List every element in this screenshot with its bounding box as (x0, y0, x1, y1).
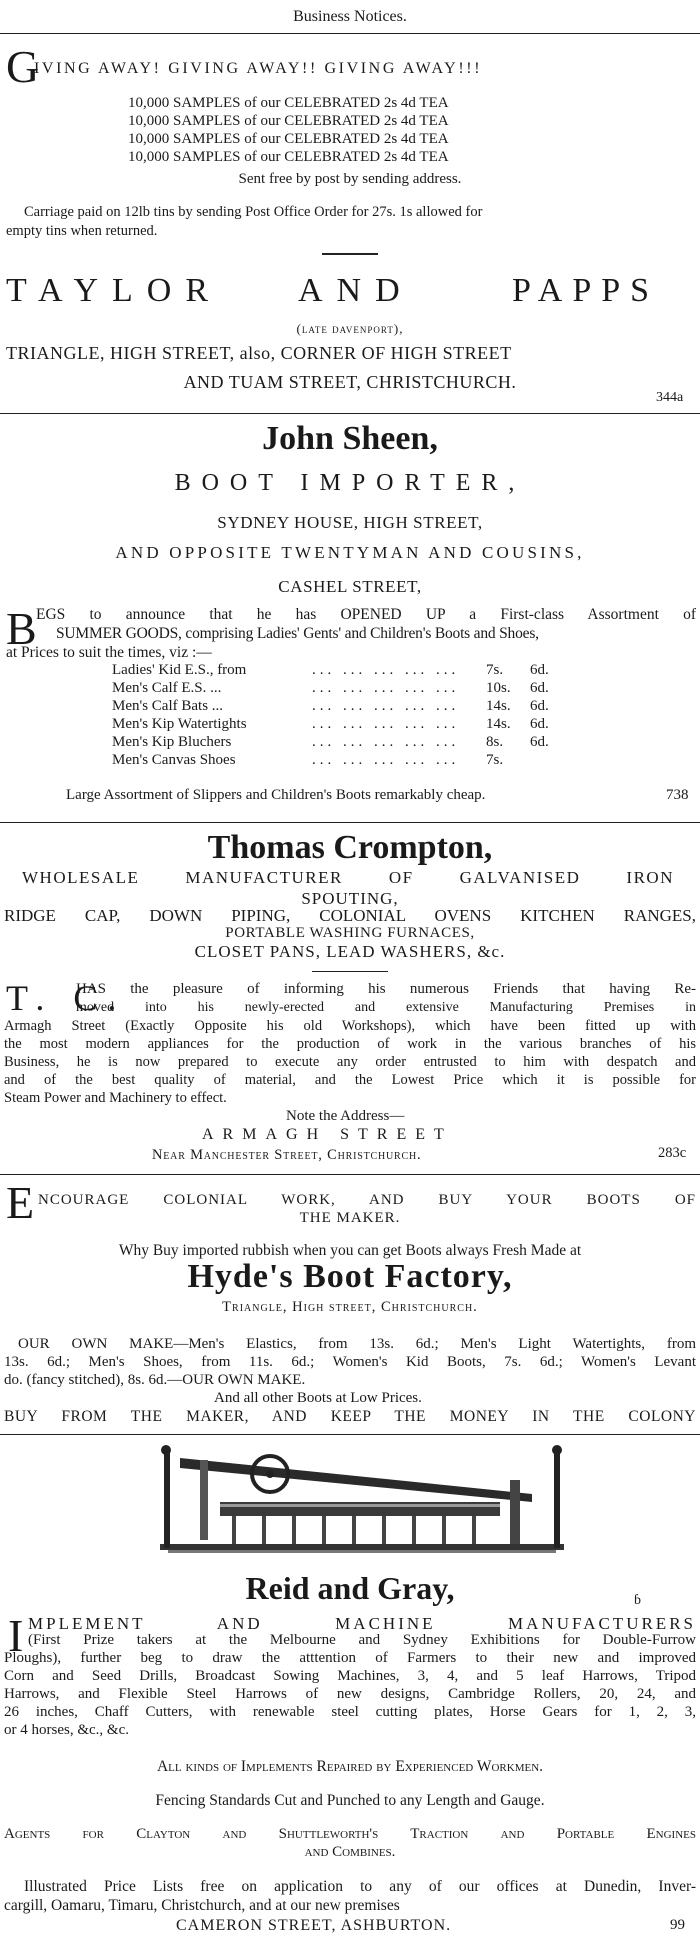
crompton-line-2: SPOUTING, (301, 889, 399, 908)
sheen-address-2: AND OPPOSITE TWENTYMAN AND COUSINS, (115, 543, 585, 562)
taylor-word: TAYLOR (6, 272, 223, 309)
price-shillings: 10s. (486, 680, 511, 696)
price-pence: 6d. (530, 716, 549, 732)
crompton-body-7: Steam Power and Machinery to effect. (4, 1090, 227, 1106)
divider (0, 413, 700, 414)
price-pence: 6d. (530, 698, 549, 714)
price-shillings: 7s. (486, 662, 504, 678)
reid-body-1: (First Prize takers at the Melbourne and Sydney Exhibitions for Double-Furrow (28, 1632, 696, 1648)
short-rule (312, 971, 388, 972)
sheen-address-3: CASHEL STREET, (278, 577, 422, 596)
reid-street: CAMERON STREET, ASHBURTON. (176, 1917, 452, 1934)
papps-word: PAPPS (512, 272, 660, 309)
samples-line: 10,000 SAMPLES of our CELEBRATED 2s 4d TEA (128, 95, 449, 111)
sheen-body-2: SUMMER GOODS, comprising Ladies' Gents' and Children's Boots and Shoes, (56, 625, 539, 642)
reid-body-3: Corn and Seed Drills, Broadcast Sowing Machines, 3, 4, and 5 leaf Harrows, Tripod (4, 1668, 696, 1684)
price-item: Men's Calf Bats ... (112, 698, 224, 714)
price-item: Ladies' Kid E.S., from (112, 662, 247, 678)
price-pence: 6d. (530, 734, 549, 750)
hyde-address: Triangle, High street, Christchurch. (222, 1299, 478, 1315)
reid-lists-2: cargill, Oamaru, Timaru, Christchurch, and at our new premises (4, 1897, 400, 1914)
price-dots: ... ... ... ... ... (312, 716, 460, 732)
crompton-note: Note the Address— (286, 1108, 405, 1124)
reid-fencing: Fencing Standards Cut and Punched to any Length and Gauge. (155, 1792, 545, 1809)
taylor-address-1: TRIANGLE, HIGH STREET, also, CORNER OF HIGH STREET (6, 343, 512, 363)
price-dots: ... ... ... ... ... (312, 752, 460, 768)
divider (0, 1434, 700, 1435)
divider (0, 1174, 700, 1175)
reid-body-2: Ploughs), further beg to draw the atttention of Farmers to their new and improved (4, 1650, 696, 1666)
seed-drill-illustration (160, 1440, 564, 1564)
price-shillings: 14s. (486, 716, 511, 732)
sheen-body-3: at Prices to suit the times, viz :— (6, 644, 212, 661)
price-item: Men's Kip Bluchers (112, 734, 232, 750)
crompton-body-1: HAS the pleasure of informing his numerous Friends that having Re- (76, 981, 696, 997)
price-dots: ... ... ... ... ... (312, 680, 460, 696)
crompton-body-4: the most modern appliances for the production of work in the various branches of his (4, 1036, 696, 1052)
tea-sent: Sent free by post by sending address. (238, 171, 462, 187)
hyde-body-4: And all other Boots at Low Prices. (214, 1390, 422, 1406)
taylor-late: (late davenport), (296, 321, 404, 336)
price-dots: ... ... ... ... ... (312, 698, 460, 714)
crompton-near: Near Manchester Street, Christchurch. (152, 1147, 422, 1163)
divider (0, 822, 700, 823)
crompton-name: Thomas Crompton, (207, 829, 493, 866)
sheen-name: John Sheen, (262, 420, 438, 457)
price-dots: ... ... ... ... ... (312, 662, 460, 678)
samples-line: 10,000 SAMPLES of our CELEBRATED 2s 4d TEA (128, 131, 449, 147)
hyde-line-1: NCOURAGE COLONIAL WORK, AND BUY YOUR BOOTS OF (38, 1192, 696, 1208)
reid-agents-1: Agents for Clayton and Shuttleworth's Traction and Portable Engines (4, 1826, 696, 1842)
price-pence: 6d. (530, 680, 549, 696)
crompton-street: ARMAGH STREET (202, 1126, 453, 1143)
reid-agents-2: and Combines. (304, 1844, 396, 1860)
page-header: Business Notices. (293, 8, 407, 25)
hyde-body-5: BUY FROM THE MAKER, AND KEEP THE MONEY IN THE COLONY (4, 1408, 696, 1425)
tea-headline: IVING AWAY! GIVING AWAY!! GIVING AWAY!!! (34, 60, 483, 77)
price-shillings: 8s. (486, 734, 504, 750)
short-rule (322, 253, 378, 255)
drop-cap: T. C. (6, 978, 127, 1018)
drop-cap: G (6, 41, 40, 92)
price-pence: 6d. (530, 662, 549, 678)
price-item: Men's Kip Watertights (112, 716, 247, 732)
crompton-body-2: moved into his newly-erected and extensive Manufacturing Premises in (76, 1000, 696, 1015)
page-number: 99 (670, 1917, 685, 1933)
reid-body-6: or 4 horses, &c., &c. (4, 1722, 129, 1738)
price-shillings: 7s. (486, 752, 504, 768)
divider (0, 33, 700, 34)
reid-line-1: MPLEMENT AND MACHINE MANUFACTURERS (28, 1614, 696, 1633)
reid-body-4: Harrows, and Flexible Steel Harrows of new designs, Cambridge Rollers, 20, 24, and (4, 1686, 696, 1702)
crompton-body-5: Business, he is now prepared to execute any order entrusted to him with despatch and (4, 1054, 696, 1070)
tea-carriage-2: empty tins when returned. (6, 223, 158, 239)
samples-line: 10,000 SAMPLES of our CELEBRATED 2s 4d TEA (128, 149, 449, 165)
hyde-why: Why Buy imported rubbish when you can get Boots always Fresh Made at (118, 1242, 582, 1259)
sheen-footer: Large Assortment of Slippers and Children's Boots remarkably cheap. (66, 787, 486, 803)
hyde-name: Hyde's Boot Factory, (187, 1258, 513, 1295)
hyde-body-3: do. (fancy stitched), 8s. 6d.—OUR OWN MAKE. (4, 1372, 306, 1388)
crompton-body-3: Armagh Street (Exactly Opposite his old Workshops), which have been fitted up with (4, 1018, 696, 1034)
price-item: Men's Canvas Shoes (112, 752, 236, 768)
reid-repair: All kinds of Implements Repaired by Experienced Workmen. (156, 1758, 544, 1775)
samples-line: 10,000 SAMPLES of our CELEBRATED 2s 4d TEA (128, 113, 449, 129)
taylor-address-2: AND TUAM STREET, CHRISTCHURCH. (183, 372, 517, 392)
crompton-line-1: WHOLESALE MANUFACTURER OF GALVANISED IRON (22, 868, 674, 887)
crompton-line-3: RIDGE CAP, DOWN PIPING, COLONIAL OVENS KITCHEN RANGES, (4, 906, 696, 925)
sheen-address-1: SYDNEY HOUSE, HIGH STREET, (217, 513, 483, 532)
drop-cap: E (6, 1177, 35, 1228)
crompton-line-5: CLOSET PANS, LEAD WASHERS, &c. (194, 942, 506, 961)
ink-mark: ɓ (634, 1593, 641, 1608)
crompton-line-4: PORTABLE WASHING FURNACES, (225, 925, 475, 941)
sheen-trade: BOOT IMPORTER, (174, 470, 526, 496)
ref-number: 738 (666, 787, 689, 803)
reid-lists-1: Illustrated Price Lists free on application to any of our offices at Dunedin, Inver- (24, 1878, 696, 1895)
reid-name: Reid and Gray, (245, 1570, 455, 1606)
sheen-body-1: EGS to announce that he has OPENED UP a First-class Assortment of (36, 606, 696, 623)
ref-number: 344a (656, 390, 684, 405)
tea-carriage: Carriage paid on 12lb tins by sending Post Office Order for 27s. 1s allowed for (24, 204, 483, 220)
hyde-line-2: THE MAKER. (299, 1210, 401, 1226)
price-item: Men's Calf E.S. ... (112, 680, 222, 696)
ref-number: 283c (658, 1145, 687, 1161)
price-dots: ... ... ... ... ... (312, 734, 460, 750)
drop-cap: B (6, 603, 37, 654)
reid-body-5: 26 inches, Chaff Cutters, with renewable steel cutting plates, Horse Gears for 1, 2, 3, (4, 1704, 696, 1720)
hyde-body-2: 13s. 6d.; Men's Shoes, from 11s. 6d.; Women's Kid Boots, 7s. 6d.; Women's Levant (4, 1354, 696, 1370)
crompton-body-6: and of the best quality of material, and the Lowest Price which it is possible for (4, 1072, 696, 1088)
and-word: AND (298, 272, 414, 309)
price-shillings: 14s. (486, 698, 511, 714)
hyde-body-1: OUR OWN MAKE—Men's Elastics, from 13s. 6d.; Men's Light Watertights, from (18, 1336, 696, 1352)
drop-cap: I (8, 1610, 24, 1661)
